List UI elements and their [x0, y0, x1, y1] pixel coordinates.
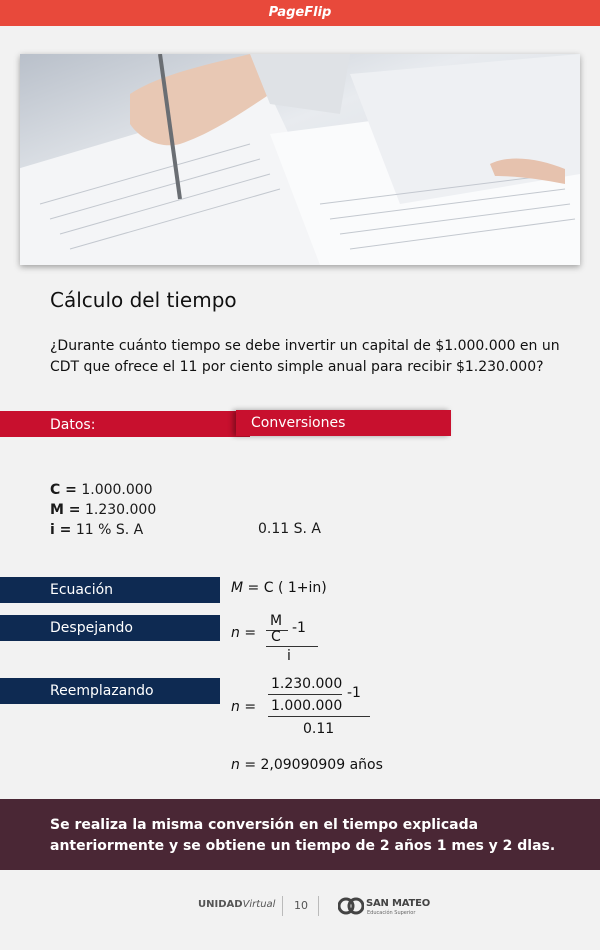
page-number: 10	[294, 899, 308, 912]
datos-label: Datos:	[50, 417, 96, 433]
header-photo	[20, 54, 580, 265]
reemplazo-main-line	[268, 716, 370, 717]
data-item-c: C = 1.000.000	[50, 482, 153, 498]
conclusion-text: Se realiza la misma conversión en el tiempo explicada anteriormente y se obtiene un tiempo de 2 años 1 mes y 2 dlas.	[50, 817, 556, 854]
reemplazando-band	[0, 678, 220, 704]
data-list	[50, 480, 156, 540]
reemplazando-label: Reemplazando	[50, 683, 154, 699]
san-mateo-logo-icon	[338, 894, 364, 918]
result: n = 2,09090909 años	[231, 757, 383, 773]
reemplazo-minus-one: -1	[347, 685, 361, 701]
despeje-n: n =	[231, 625, 257, 641]
equation: M = C ( 1+in)	[231, 580, 327, 596]
unidad-virtual-logo: UNIDADVirtual	[198, 899, 276, 910]
reemplazo-rate: 0.11	[303, 721, 335, 737]
reemplazo-m: 1.230.000	[271, 676, 343, 692]
ecuacion-band	[0, 577, 220, 603]
app-title: PageFlip	[268, 5, 332, 20]
despejando-label: Despejando	[50, 620, 133, 636]
reemplazo-n: n =	[231, 699, 257, 715]
reemplazo-inner-line	[268, 694, 342, 695]
data-item-m: M = 1.230.000	[50, 502, 157, 518]
san-mateo-subtitle: Educación Superior	[367, 910, 416, 916]
app-title-bar	[0, 0, 600, 26]
datos-band	[0, 411, 250, 437]
despeje-m: M	[270, 613, 283, 629]
footer-divider	[318, 896, 319, 916]
footer-divider	[282, 896, 283, 916]
ecuacion-label: Ecuación	[50, 582, 114, 598]
despeje-minus-one: -1	[292, 620, 306, 636]
reemplazo-c: 1.000.000	[271, 698, 343, 714]
despejando-band	[0, 615, 220, 641]
conclusion-band	[0, 799, 600, 870]
conversiones-label: Conversiones	[251, 415, 346, 431]
problem-statement: ¿Durante cuánto tiempo se debe invertir un capital de $1.000.000 en un CDT que ofrece el 11 por ciento simple anual para recibir $1.230.000?	[50, 338, 560, 375]
despeje-i: i	[287, 648, 291, 664]
conversion-value: 0.11 S. A	[258, 521, 321, 537]
data-item-i: i = 11 % S. A	[50, 522, 144, 538]
san-mateo-name: SAN MATEO	[366, 898, 431, 909]
conversiones-band	[236, 410, 451, 436]
despeje-c: C	[271, 629, 281, 645]
page-footer	[0, 893, 600, 921]
page-title: Cálculo del tiempo	[50, 288, 237, 312]
despeje-main-line	[266, 646, 318, 647]
